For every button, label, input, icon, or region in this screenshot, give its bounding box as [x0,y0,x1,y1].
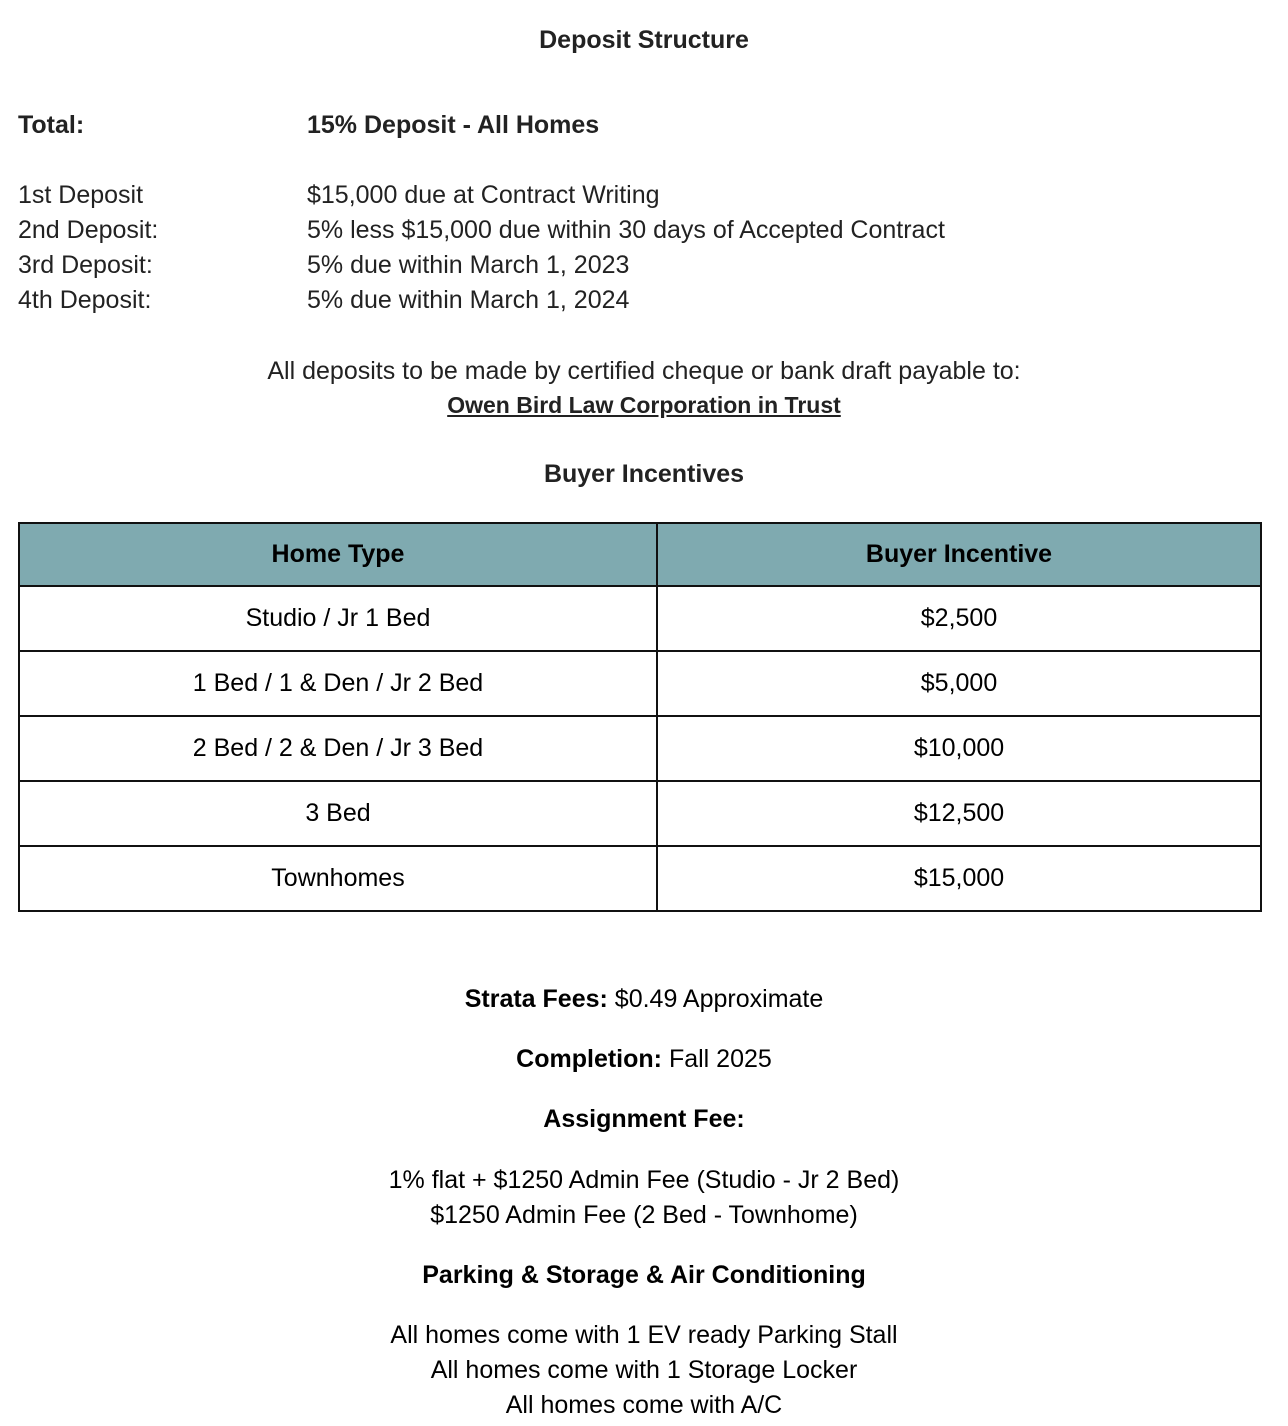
table-row [19,846,1261,911]
parking-line-2: All homes come with 1 Storage Locker [430,1356,858,1384]
strata-fees-value: $0.49 Approximate [614,985,824,1013]
home-type-cell: Townhomes [19,846,657,911]
assignment-fee-line-1: 1% flat + $1250 Admin Fee (Studio - Jr 2 Bed) [388,1166,900,1194]
home-type-cell: 1 Bed / 1 & Den / Jr 2 Bed [19,651,657,716]
header-home-type: Home Type [19,523,657,586]
home-type-cell: Studio / Jr 1 Bed [19,586,657,651]
header-buyer-incentive: Buyer Incentive [657,523,1261,586]
completion-line [0,1045,1288,1074]
incentive-cell: $5,000 [657,651,1261,716]
buyer-incentives-table [18,522,1262,912]
payee-name: Owen Bird Law Corporation in Trust [447,392,841,418]
deposit-3-label: 3rd Deposit: [18,251,153,279]
deposit-3-value: 5% due within March 1, 2023 [307,251,630,279]
parking-line-3: All homes come with A/C [505,1391,783,1419]
table-row [19,586,1261,651]
incentive-cell: $15,000 [657,846,1261,911]
home-type-cell: 2 Bed / 2 & Den / Jr 3 Bed [19,716,657,781]
deposit-4-label: 4th Deposit: [18,286,152,314]
deposit-1-label: 1st Deposit [18,181,144,209]
completion-value: Fall 2025 [668,1045,772,1073]
strata-fees-label: Strata Fees: [464,985,608,1013]
total-label: Total: [18,111,85,139]
parking-line-1: All homes come with 1 EV ready Parking Stall [390,1321,898,1349]
parking-storage-title: Parking & Storage & Air Conditioning [422,1261,866,1289]
deposit-4-value: 5% due within March 1, 2024 [307,286,630,314]
deposit-structure-title: Deposit Structure [539,26,749,54]
assignment-fee-label: Assignment Fee: [543,1105,745,1133]
table-row [19,651,1261,716]
home-type-cell: 3 Bed [19,781,657,846]
table-header-row [19,523,1261,586]
strata-fees-line [0,985,1288,1014]
payable-note: All deposits to be made by certified cheque or bank draft payable to: [267,357,1021,385]
table-row [19,716,1261,781]
incentive-cell: $2,500 [657,586,1261,651]
incentive-cell: $10,000 [657,716,1261,781]
assignment-fee-line-2: $1250 Admin Fee (2 Bed - Townhome) [430,1201,858,1229]
deposit-2-label: 2nd Deposit: [18,216,159,244]
table-row [19,781,1261,846]
completion-label: Completion: [516,1045,662,1073]
deposit-1-value: $15,000 due at Contract Writing [307,181,660,209]
total-value: 15% Deposit - All Homes [307,111,600,139]
buyer-incentives-title: Buyer Incentives [543,460,745,488]
incentive-cell: $12,500 [657,781,1261,846]
deposit-2-value: 5% less $15,000 due within 30 days of Accepted Contract [307,216,945,244]
